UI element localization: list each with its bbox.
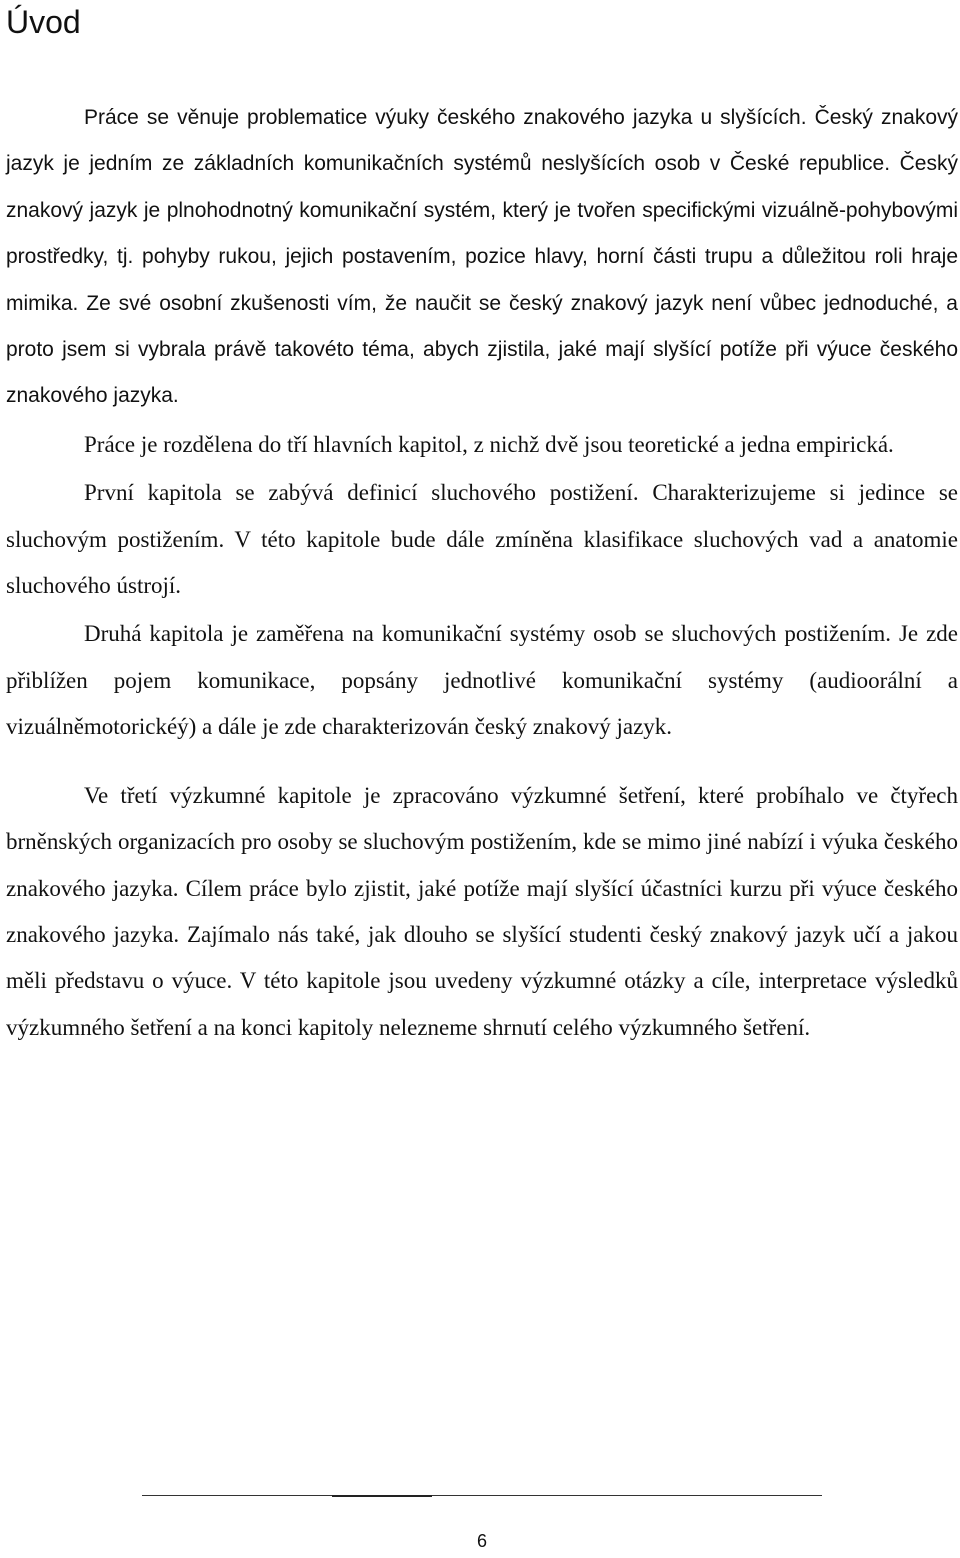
paragraph-intro: Práce se věnuje problematice výuky českého znakového jazyka u slyšících. Český znakový jazyk je jedním ze základních komunikačních systémů neslyšících osob v České republice. Český znakový jazyk je plnohodnotný komunikační systém, který je tvořen specifickými vizuálně-pohybovými prostředky, tj. pohyby rukou, jejich postavením, pozice hlavy, horní části trupu a důležitou roli hraje mimika. Ze své osobní zkušenosti vím, že naučit se český znakový jazyk není vůbec jednoduché, a proto jsem si vybrala právě takovéto téma, abych zjistila, jaké mají slyšící potíže při výuce českého znakového jazyka. xyxy=(6,106,958,408)
page-title: Úvod xyxy=(6,4,81,40)
footer-divider-accent xyxy=(332,1495,432,1497)
paragraph-chapter-one: První kapitola se zabývá definicí sluchového postižení. Charakterizujeme si jedince se sluchovým postižením. V této kapitole bude dále zmíněna klasifikace sluchových vad a anatomie sluchového ústrojí. xyxy=(6,480,958,599)
page-number: 6 xyxy=(476,1531,487,1551)
paragraph-chapter-two: Druhá kapitola je zaměřena na komunikační systémy osob se sluchových postižením. Je zde přiblížen pojem komunikace, popsány jednotlivé komunikační systémy (audioorální a vizuálněmotorickéý) a dále je zde charakterizován český znakový jazyk. xyxy=(6,621,958,740)
footer-divider xyxy=(142,1495,822,1496)
body-text xyxy=(6,95,958,1051)
paragraph-structure: Práce je rozdělena do tří hlavních kapitol, z nichž dvě jsou teoretické a jedna empirická. xyxy=(84,431,894,457)
paragraph-chapter-three: Ve třetí výzkumné kapitole je zpracováno výzkumné šetření, které probíhalo ve čtyřech brněnských organizacích pro osoby se sluchovým postižením, kde se mimo jiné nabízí i výuka českého znakového jazyka. Cílem práce bylo zjistit, jaké potíže mají slyšící účastníci kurzu při výuce českého znakového jazyka. Zajímalo nás také, jak dlouho se slyšící studenti český znakový jazyk učí a jakou měli představu o výuce. V této kapitole jsou uvedeny výzkumné otázky a cíle, interpretace výsledků výzkumného šetření a na konci kapitoly nelezneme shrnutí celého výzkumného šetření. xyxy=(6,782,958,1040)
